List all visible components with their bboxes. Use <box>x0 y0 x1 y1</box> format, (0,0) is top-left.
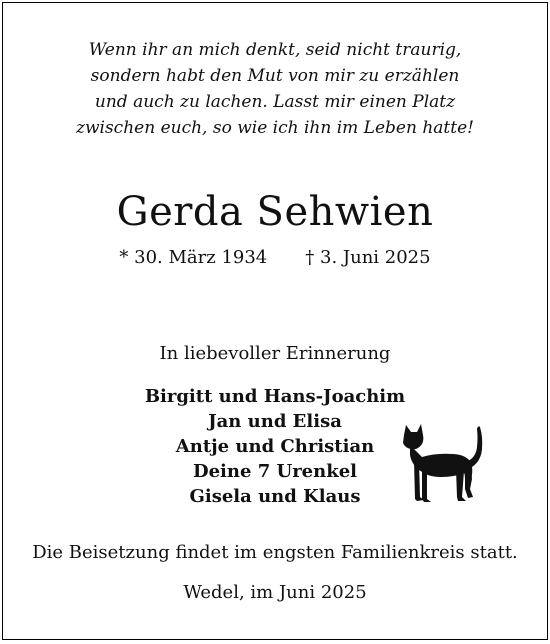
poem-line: Wenn ihr an mich denkt, seid nicht traurig, <box>88 40 462 60</box>
cat-silhouette-icon <box>398 421 486 507</box>
poem-line: sondern habt den Mut von mir zu erzählen <box>90 66 460 86</box>
poem-line: zwischen euch, so wie ich ihn im Leben hatte! <box>76 118 474 138</box>
life-dates <box>3 246 547 270</box>
death-date: † 3. Juni 2025 <box>305 247 431 268</box>
mourner-entry: Deine 7 Urenkel <box>193 461 357 482</box>
obituary-notice <box>2 2 548 640</box>
poem-line: und auch zu lachen. Lasst mir einen Platz <box>94 92 456 112</box>
place-date: Wedel, im Juni 2025 <box>183 582 367 603</box>
remembrance-heading: In liebevoller Erinnerung <box>159 343 391 364</box>
mourner-entry: Antje und Christian <box>175 436 375 457</box>
mourner-entry: Gisela und Klaus <box>189 486 361 507</box>
deceased-name: Gerda Sehwien <box>116 189 434 235</box>
funeral-note: Die Beisetzung findet im engsten Familienkreis statt. <box>32 542 518 563</box>
mourner-entry: Birgitt und Hans-Joachim <box>144 386 406 407</box>
birth-date: * 30. März 1934 <box>119 247 268 268</box>
mourner-entry: Jan und Elisa <box>208 411 342 432</box>
memorial-poem <box>3 37 547 141</box>
